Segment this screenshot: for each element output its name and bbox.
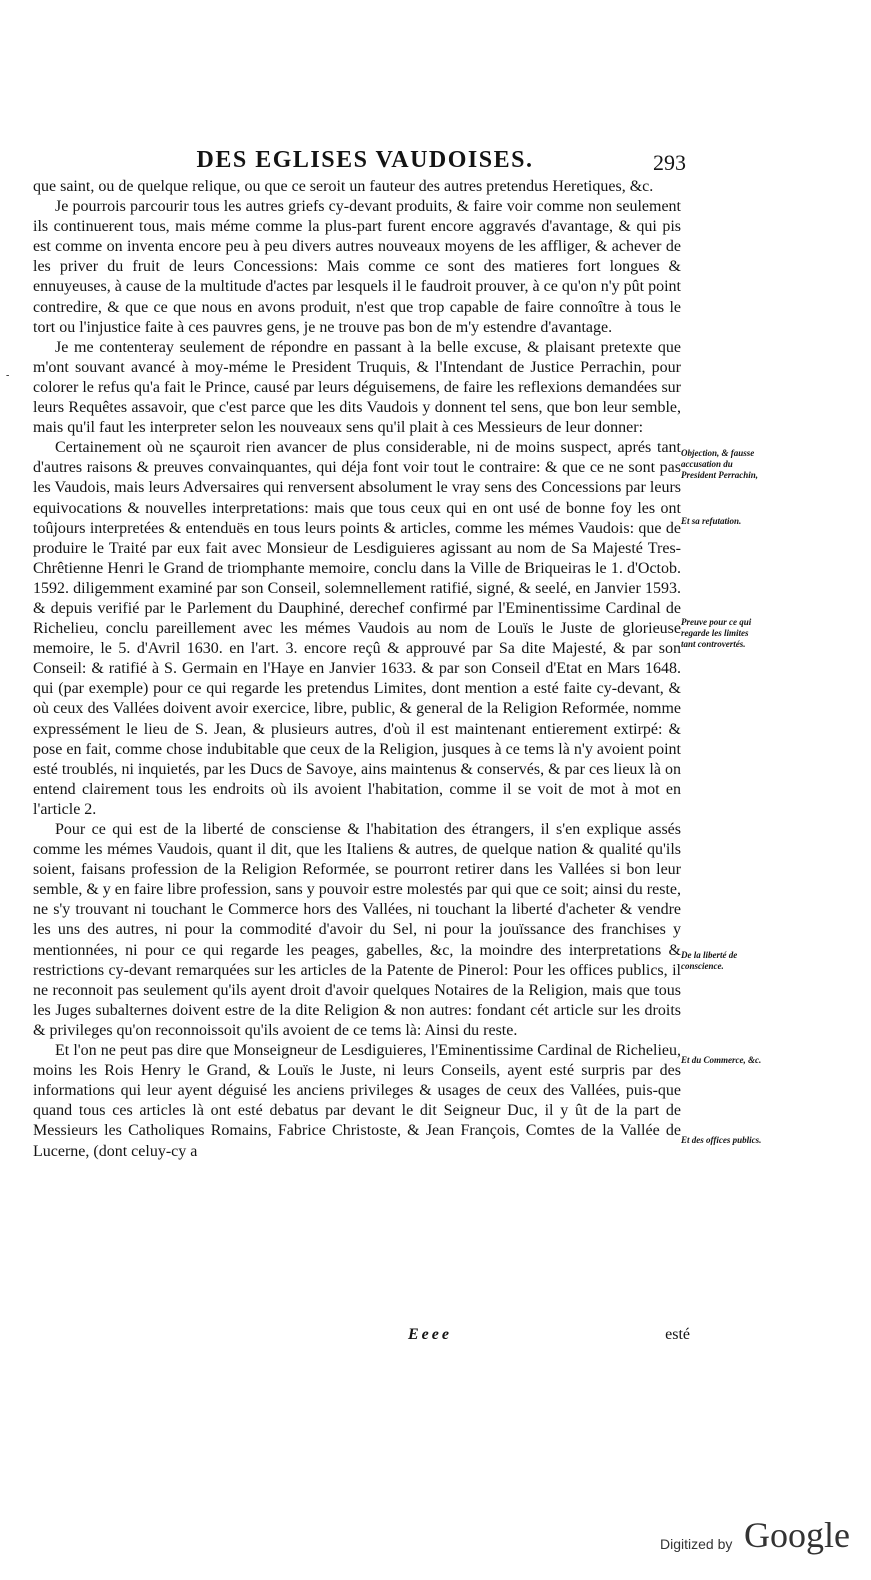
- margin-tick: -: [6, 370, 10, 381]
- page-number: 293: [653, 150, 686, 175]
- watermark-prefix: Digitized by: [660, 1536, 733, 1552]
- margin-note-conscience: De la liberté de conscience.: [681, 950, 738, 971]
- paragraph: Et l'on ne peut pas dire que Monseigneur de Lesdiguieres, l'Eminentissime Cardinal de Richelieu, moins les Rois Henry le Grand, & Louïs le Juste, ni leurs Conseils, ayent esté surpris par des informations qui leur ayent déguisé les anciens privileges & usages de ceux des Vallées, puis-que quand tous ces articles là ont esté debatus par devant le dit Seigneur Duc, il y ût de la part de Messieurs les Catholiques Romains, Fabrice Christoste, & Jean François, Comtes de la Vallée de Lucerne, (dont celuy-cy a: [33, 1042, 681, 1160]
- paragraph-continued: que saint, ou de quelque relique, ou que ce seroit un fauteur des autres pretendus Heretiques, &c.: [33, 178, 654, 195]
- paragraph: Je me contenteray seulement de répondre en passant à la belle excuse, & plaisant pretexte que m'ont souvant avancé à moy-méme le President Truquis, & l'Intendant de Justice Perrachin, pour colorer le refus qu'a fait le Prince, causé par leurs déguisemens, de faire les reflexions demandées sur leurs Requêtes assavoir, que c'est parce que les dits Vaudois y donnent tel sens, que bon leur semble, mais qu'il faut les interpreter selon les nouveaux sens qu'il plait à ces Messieurs de leur donner:: [33, 338, 681, 437]
- running-title: DES EGLISES VAUDOISES.: [196, 147, 534, 173]
- margin-note-refutation: Et sa refutation.: [681, 516, 742, 526]
- paragraph: Pour ce qui est de la liberté de consciense & l'habitation des étrangers, il s'en explique assés comme les mémes Vaudois, quant il dit, que les Italiens & autres, de quelque nation & qualité qu'ils soient, faisans profession de la Religion Reformée, se pourront retirer dans les Vallées si bon leur semble, & y en faire libre profession, sans y pouvoir estre molestés par qui que ce soit; ainsi du reste, ne s'y trouvant ni touchant le Commerce hors des Vallées, ni touchant la liberté d'acheter & vendre les uns des autres, ni pour la commodité d'avoir du Sel, ni pour la jouïssance des franchises y mentionnées, ni pour ce qui regarde les peages, gabelles, &c, la moindre des interpretations & restrictions cy-devant remarquées sur les articles de la Patente de Pinerol: Pour les offices publics, il ne reconnoit pas seulement qu'ils ayent droit d'avoir quelques Notaires de la Religion, mais que tous les Juges subalternes doivent estre de la dite Religion & non autres: fondant cét article sur les droits & privileges qu'on reconnoissoit qu'ils avoient de ce tems là: Ainsi du reste.: [33, 821, 681, 1039]
- margin-note-offices: Et des offices publics.: [681, 1135, 762, 1145]
- digitized-watermark: [660, 1508, 860, 1568]
- paragraph: Certainement où ne sçauroit rien avancer de plus considerable, ni de moins suspect, aprés tant d'autres raisons & preuves convainquantes, qui déja font voir tout le contraire: & que ce ne sont pas les Vaudois, mais leurs Adversaires qui renversent absolument le vray sens des Concessions par leurs equivocations & nouvelles interpretations: mais que tous ceux qui en ont usé de bonne foy les ont toûjours interpretées & entenduës en tous leurs points & articles, comme les mémes Vaudois: que de produire le Traité par eux fait avec Monsieur de Lesdiguieres agissant au nom de Sa Majesté Tres-Chrêtienne Henri le Grand de triomphante memoire, conclu dans la Ville de Briqueiras le 1. d'Octob. 1592. diligemment examiné par son Conseil, solemnellement ratifié, signé, & seelé, en Janvier 1593. & depuis verifié par le Parlement du Dauphiné, derechef confirmé par l'Eminentissime Cardinal de Richelieu, conclu pareillement avec les mémes Vaudois au nom de Louïs le Juste de glorieuse memoire, le 5. d'Avril 1630. en l'art. 3. encore reçû & approuvé par Sa dite Majesté, & par son Conseil: & ratifié à S. Germain en l'Haye en Janvier 1633. & par son Conseil d'Etat en Mars 1648. qui (par exemple) pour ce qui regarde les pretendus Limites, dont mention a esté faite cy-devant, & où ceux des Vallées doivent avoir exercice, libre, public, & general de la Religion Reformée, nomme expressément le lieu de S. Jean, & plusieurs autres, d'où il est maintenant entierement extirpé: & pose en fait, comme chose indubitable que ceux de la Religion, jusques à ce tems là n'y avoient point esté troublés, ni inquietés, par les Ducs de Savoye, ains maintenus & conservés, & par ces lieux là on entend clairement tous les endroits où ils avoient l'habitation, comme il se voit de mot à mot en l'article 2.: [33, 439, 681, 818]
- margin-note-limits: Preuve pour ce qui regarde les limites tant controvertés.: [681, 617, 752, 649]
- margin-note-objection: Objection, & fausse accusation du President Perrachin,: [681, 448, 759, 480]
- signature-mark: Eeee: [408, 1326, 452, 1343]
- body-text: [33, 177, 681, 1162]
- margin-note-commerce: Et du Commerce, &c.: [681, 1055, 762, 1065]
- catchword: esté: [665, 1326, 690, 1343]
- google-logo: Google: [744, 1515, 850, 1555]
- paragraph: Je pourrois parcourir tous les autres griefs cy-devant produits, & faire voir comme non seulement ils continuerent tous, mais méme comme la plus-part furent encore aggravés d'avantage, & qui pis est comme on inventa encore peu à peu divers autres nouveaux moyens de les affliger, & achever de les priver du fruit de leurs Concessions: Mais comme ce sont des matieres fort longues & ennuyeuses, à cause de la multitude d'actes par lesquels il le faudroit prouver, à ce qu'on n'y pût point contredire, & que ce que nous en avons produit, n'est que trop capable de faire connoître à tous le tort ou l'injustice faite à ces pauvres gens, je ne trouve pas bon de m'y estendre d'avantage.: [33, 198, 681, 336]
